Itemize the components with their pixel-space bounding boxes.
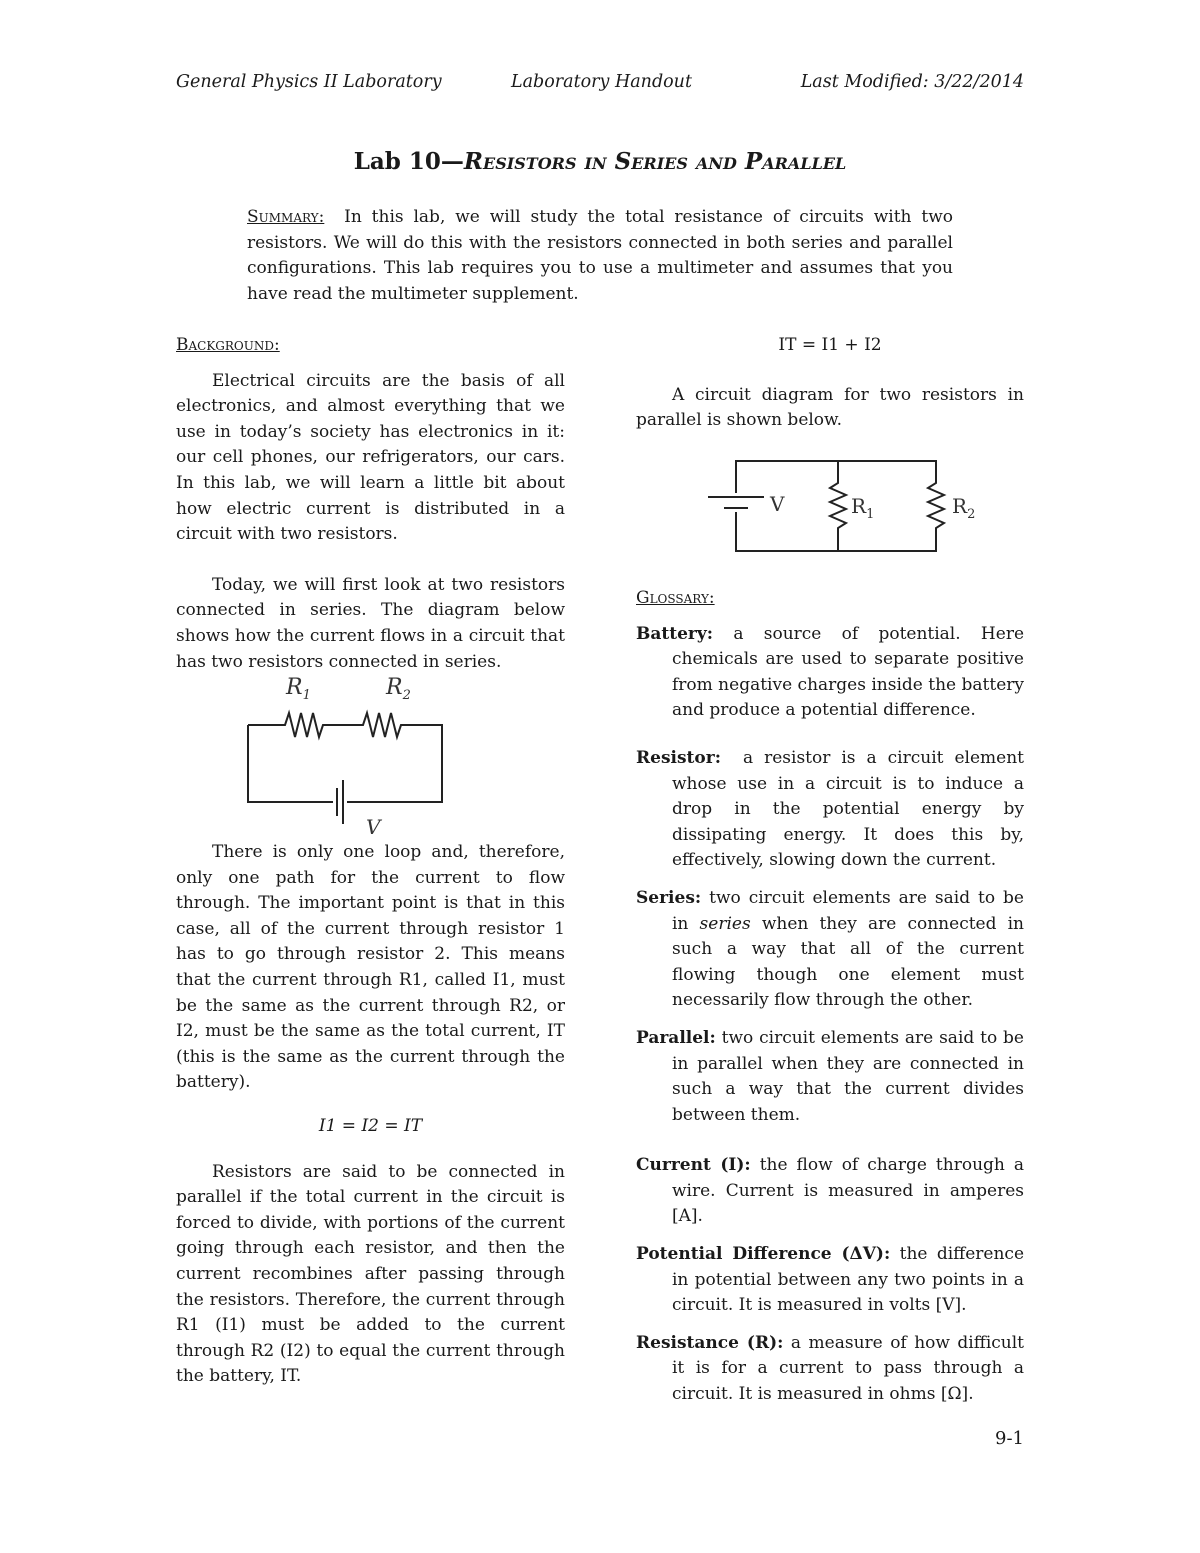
background-section <box>176 333 565 675</box>
glossary-item-potential-difference: Potential Difference (ΔV): the difference in potential between any two points in a circuit. It is measured in volts [V]. <box>636 1244 1025 1316</box>
svg-text:R1 <box>851 494 874 522</box>
summary-text: In this lab, we will study the total resistance of circuits with two resistors. We will do this with the resistors connected in both series and parallel configurations. This lab requires you to use a multimeter and assumes that you have read the multimeter supplement. <box>247 207 953 304</box>
series-v-label: V <box>366 815 381 839</box>
series-r2-label: R <box>386 675 403 700</box>
svg-text:R1 <box>285 675 311 703</box>
header-center: Laboratory Handout <box>511 72 692 92</box>
svg-text:R2 <box>952 494 975 522</box>
parallel-r1-label: R <box>851 494 867 518</box>
parallel-circuit-diagram <box>700 455 990 557</box>
glossary-heading: Glossary: <box>636 588 715 608</box>
title-dash: — <box>440 148 464 175</box>
parallel-r2-label: R <box>952 494 968 518</box>
summary-block <box>247 205 953 307</box>
background-p3: There is only one loop and, therefore, only one path for the current to flow through. The important point is that in this case, all of the current through resistor 1 has to go through resistor 2. This means that the current through R1, called I1, must be the same as the current through R2, or I2, must be the same as the total current, IT (this is the same as the current through the battery). <box>176 842 565 1093</box>
glossary-item-parallel: Parallel: two circuit elements are said to be in parallel when they are connected in such a way that the current divides between them. <box>636 1027 1024 1125</box>
glossary-item-current: Current (I): the flow of charge through a wire. Current is measured in amperes [A]. <box>636 1155 1024 1227</box>
background-heading: Background: <box>176 335 280 355</box>
glossary-item-resistor: Resistor: a resistor is a circuit element whose use in a circuit is to induce a drop in the potential energy by dissipating energy. It does this by, effectively, slowing down the current. <box>636 747 1024 871</box>
svg-text:R2 <box>385 675 411 703</box>
series-r2-sub: 2 <box>402 688 411 703</box>
background-p2: Today, we will first look at two resistors connected in series. The diagram below shows how the current flows in a circuit that has two resistors connected in series. <box>176 574 565 672</box>
glossary-item-resistance: Resistance (R): a measure of how difficult it is for a current to pass through a circuit. It is measured in ohms [Ω]. <box>636 1332 1024 1405</box>
series-r1-label: R <box>286 675 303 700</box>
parallel-v-label: V <box>770 492 785 516</box>
equation-series-current: I1 = I2 = IT <box>318 1115 423 1136</box>
title-subtitle: Resistors in Series and Parallel <box>463 148 847 175</box>
background-continued <box>176 840 565 1390</box>
equation-parallel-current: IT = I1 + I2 <box>778 335 882 355</box>
title-lab: Lab 10 <box>353 148 441 175</box>
header-right: Last Modified: 3/22/2014 <box>800 72 1024 92</box>
parallel-r2-sub: 2 <box>967 507 976 522</box>
glossary-item-battery: Battery: a source of potential. Here chemicals are used to separate positive from negative charges inside the battery and produce a potential difference. <box>636 623 1025 721</box>
page-title <box>0 148 1200 175</box>
background-p1: Electrical circuits are the basis of all electronics, and almost everything that we use in today’s society has electronics in it: our cell phones, our refrigerators, our cars. In this lab, we will learn a little bit about how electric current is distributed in a circuit with two resistors. <box>176 370 565 545</box>
summary-label: Summary: <box>247 207 325 227</box>
parallel-intro: A circuit diagram for two resistors in parallel is shown below. <box>636 384 1024 431</box>
parallel-r1-sub: 1 <box>866 507 875 522</box>
series-circuit-diagram <box>240 668 460 840</box>
glossary-item-series: Series: two circuit elements are said to be in series when they are connected in such a way that all of the current flowing though one element must necessarily flow through the other. <box>636 887 1025 1011</box>
header-left: General Physics II Laboratory <box>176 72 442 92</box>
right-column-top <box>636 333 1024 434</box>
glossary-section <box>636 586 1024 1408</box>
page-number: 9-1 <box>995 1428 1024 1449</box>
background-p4: Resistors are said to be connected in parallel if the total current in the circuit is forced to divide, with portions of the current going through each resistor, and then the current recombines after passing through the resistors. Therefore, the current through R1 (I1) must be added to the current through R2 (I2) to equal the current through the battery, IT. <box>176 1161 565 1387</box>
series-r1-sub: 1 <box>302 688 311 703</box>
